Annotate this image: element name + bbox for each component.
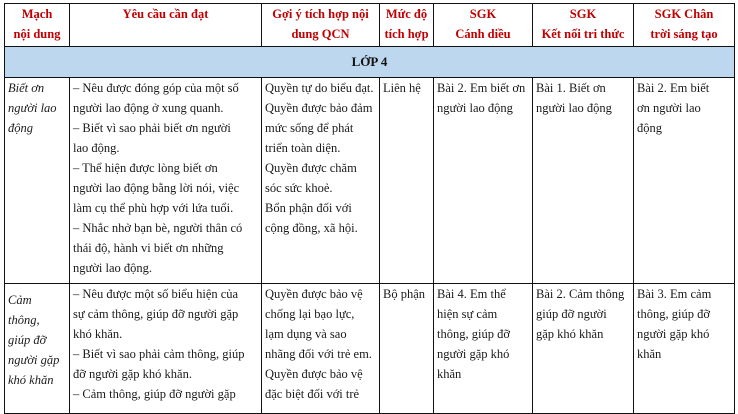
header-content-strand: [5, 4, 70, 47]
header-line: trời sáng tạo: [650, 27, 718, 41]
lesson-line: người gặp khó: [437, 347, 510, 361]
qcn-line: Quyền được chăm: [265, 161, 357, 175]
qcn-line: chống lại bạo lực,: [265, 307, 355, 321]
requirement-line: – Thể hiện được lòng biết ơn: [73, 161, 218, 175]
chan-troi-cell: [634, 78, 735, 284]
header-line: SGK: [469, 7, 497, 21]
header-line: tích hợp: [384, 27, 429, 41]
topic-cell: [5, 78, 70, 284]
lesson-line: người lao động: [437, 101, 513, 115]
lesson-line: Bài 1. Biết ơn: [536, 81, 606, 95]
ket-noi-cell: [533, 78, 634, 284]
header-integration-level: [380, 4, 434, 47]
qcn-line: sóc sức khoẻ.: [265, 181, 333, 195]
topic-line: khó khăn: [8, 373, 54, 387]
lesson-line: thông, giúp đỡ: [637, 307, 710, 321]
qcn-line: cộng đồng, xã hội.: [265, 221, 358, 235]
canh-dieu-cell: [434, 284, 533, 414]
table-row: [5, 284, 735, 414]
topic-line: giúp đỡ: [8, 333, 47, 347]
lesson-line: Bài 2. Em biết ơn: [437, 81, 526, 95]
lesson-line: ơn người lao: [637, 101, 701, 115]
header-ket-noi: [533, 4, 634, 47]
header-line: Gợi ý tích hợp nội: [272, 7, 369, 21]
lesson-line: khăn: [637, 347, 662, 361]
requirements-cell: [70, 284, 262, 414]
requirements-cell: [70, 78, 262, 284]
requirement-line: người lao động ở xung quanh.: [73, 101, 224, 115]
qcn-cell: [262, 78, 380, 284]
topic-line: động: [8, 121, 33, 135]
qcn-line: đặc biệt đối với trẻ: [265, 387, 360, 401]
header-line: SGK: [569, 7, 597, 21]
header-line: SGK Chân: [654, 7, 714, 21]
requirement-line: – Nêu được một số biểu hiện của: [73, 287, 239, 301]
lesson-line: Bài 4. Em thể: [437, 287, 506, 301]
requirement-line: lao động.: [73, 141, 120, 155]
qcn-line: nhãng đối với trẻ em.: [265, 347, 372, 361]
header-requirements: [70, 4, 262, 47]
header-row: [5, 4, 735, 47]
lesson-line: gặp khó khăn: [536, 327, 604, 341]
header-qcn-suggestions: [262, 4, 380, 47]
header-line: Kết nối tri thức: [541, 27, 625, 41]
integration-level-cell: Bộ phận: [380, 284, 434, 414]
grade-band-row: [5, 47, 735, 78]
requirement-line: – Nêu được đóng góp của một số: [73, 81, 239, 95]
topic-line: Biết ơn: [8, 81, 45, 95]
lesson-line: người gặp khó: [637, 327, 710, 341]
qcn-line: Quyền được bảo vệ: [265, 287, 363, 301]
requirement-line: người lao động bằng lời nói, việc: [73, 181, 240, 195]
topic-line: thông,: [8, 313, 40, 327]
header-line: dung QCN: [291, 27, 350, 41]
requirement-line: thái độ, hành vi biết ơn những: [73, 241, 224, 255]
header-line: Mức độ: [385, 7, 428, 21]
header-line: Yêu cầu cần đạt: [122, 7, 209, 21]
ket-noi-cell: [533, 284, 634, 414]
requirement-line: làm cụ thể phù hợp với lứa tuổi.: [73, 201, 234, 215]
qcn-cell: [262, 284, 380, 414]
qcn-line: mức sống để phát: [265, 121, 354, 135]
requirement-line: khó khăn.: [73, 327, 123, 341]
lesson-line: Bài 3. Em cảm: [637, 287, 712, 301]
requirement-line: – Biết vì sao phải cảm thông, giúp: [73, 347, 245, 361]
requirement-line: đỡ người gặp khó khăn.: [73, 367, 192, 381]
lesson-line: Bài 2. Em biết: [637, 81, 710, 95]
qcn-line: lạm dụng và sao: [265, 327, 347, 341]
requirement-line: – Cảm thông, giúp đỡ người gặp: [73, 387, 236, 401]
requirement-line: – Biết vì sao phải biết ơn người: [73, 121, 231, 135]
qcn-line: triển toàn diện.: [265, 141, 341, 155]
lesson-line: khăn: [437, 367, 462, 381]
requirement-line: sự cảm thông, giúp đỡ người gặp: [73, 307, 239, 321]
lesson-line: Bài 2. Cảm thông: [536, 287, 625, 301]
header-line: Mạch: [21, 7, 53, 21]
lesson-line: hiện sự cảm: [437, 307, 498, 321]
canh-dieu-cell: [434, 78, 533, 284]
header-canh-dieu: [434, 4, 533, 47]
lesson-line: người lao động: [536, 101, 612, 115]
requirement-line: người lao động.: [73, 261, 153, 275]
grade-band-label: LỚP 4: [5, 47, 735, 78]
qcn-line: Quyền được bảo đảm: [265, 101, 373, 115]
requirement-line: – Nhắc nhở bạn bè, người thân có: [73, 221, 243, 235]
topic-line: Cảm: [8, 293, 32, 307]
header-line: nội dung: [13, 27, 61, 41]
qcn-line: Bổn phận đối với: [265, 201, 352, 215]
table-row: [5, 78, 735, 284]
lesson-line: thông, giúp đỡ: [437, 327, 510, 341]
topic-line: người gặp: [8, 353, 60, 367]
topic-cell: [5, 284, 70, 414]
header-chan-troi: [634, 4, 735, 47]
integration-level-cell: Liên hệ: [380, 78, 434, 284]
lesson-line: giúp đỡ người: [536, 307, 607, 321]
curriculum-table: [4, 3, 735, 414]
topic-line: người lao: [8, 101, 57, 115]
lesson-line: động: [637, 121, 662, 135]
qcn-line: Quyền tự do biểu đạt.: [265, 81, 374, 95]
header-line: Cánh diều: [455, 27, 511, 41]
qcn-line: Quyền được bảo vệ: [265, 367, 363, 381]
chan-troi-cell: [634, 284, 735, 414]
